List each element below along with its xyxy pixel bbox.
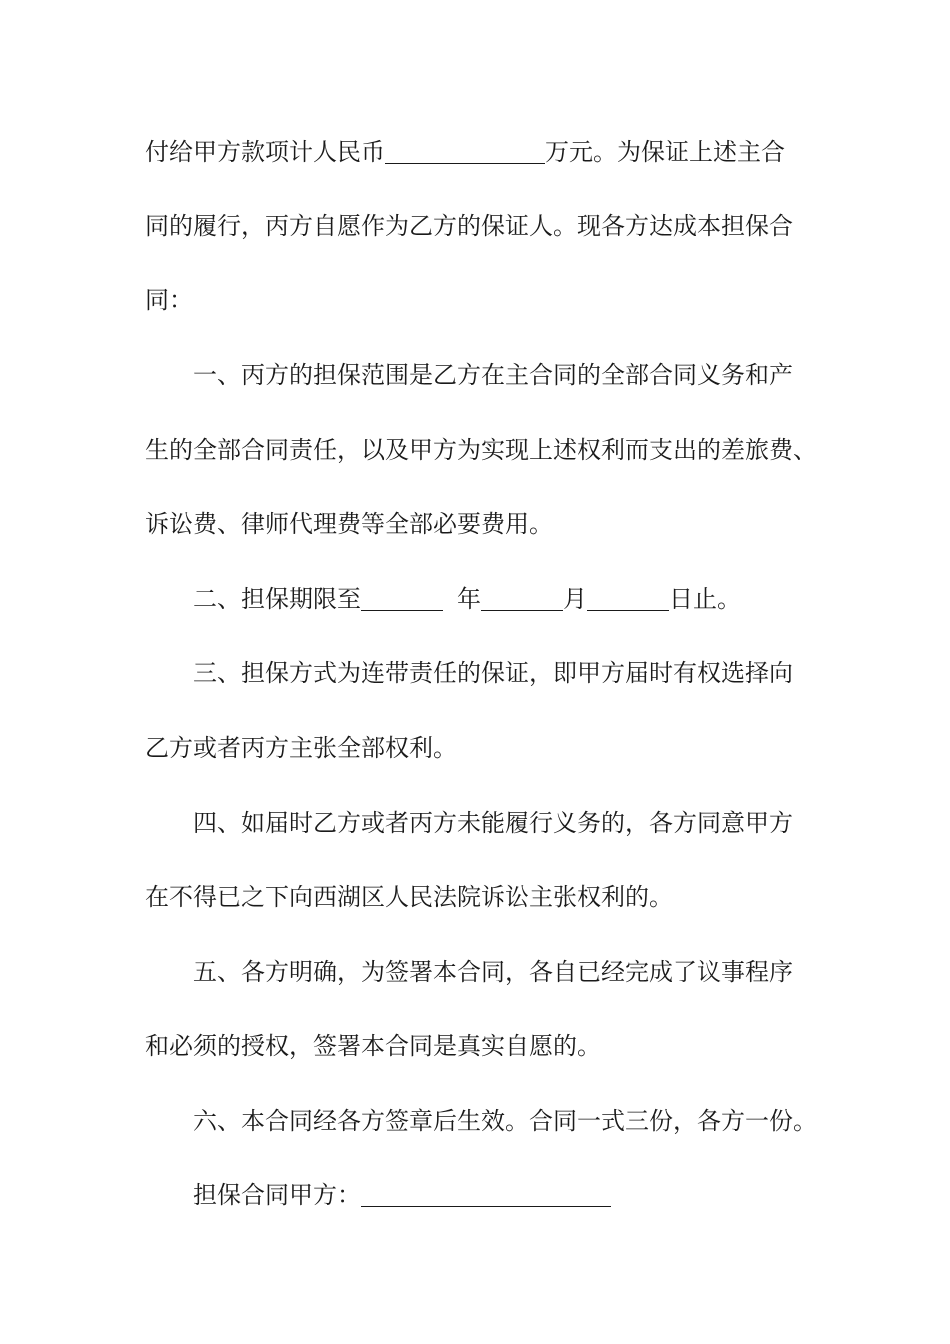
signature-blank <box>361 1180 611 1207</box>
paragraph-line: 同： <box>145 286 193 314</box>
text-segment: 担保合同甲方： <box>193 1181 361 1209</box>
clause-1-line: 一、丙方的担保范围是乙方在主合同的全部合同义务和产 <box>193 361 793 389</box>
text-segment: 月 <box>563 585 587 613</box>
text-segment: 日止。 <box>669 585 741 613</box>
clause-2-line <box>193 579 815 619</box>
signature-party-a-line <box>193 1175 815 1215</box>
paragraph-line: 同的履行，丙方自愿作为乙方的保证人。现各方达成本担保合 <box>145 212 793 240</box>
text-segment: 年 <box>457 585 481 613</box>
clause-4-line: 四、如届时乙方或者丙方未能履行义务的，各方同意甲方 <box>193 809 793 837</box>
clause-3-line: 三、担保方式为连带责任的保证，即甲方届时有权选择向 <box>193 659 793 687</box>
paragraph-line: 生的全部合同责任，以及甲方为实现上述权利而支出的差旅费、 <box>145 436 817 464</box>
paragraph-line: 诉讼费、律师代理费等全部必要费用。 <box>145 510 553 538</box>
text-segment: 万元。为保证上述主合 <box>545 138 785 166</box>
paragraph-line <box>145 132 815 172</box>
paragraph-line: 乙方或者丙方主张全部权利。 <box>145 734 457 762</box>
paragraph-line: 在不得已之下向西湖区人民法院诉讼主张权利的。 <box>145 883 673 911</box>
fill-blank-month <box>481 584 563 611</box>
clause-5-line: 五、各方明确，为签署本合同，各自已经完成了议事程序 <box>193 958 793 986</box>
text-segment: 付给甲方款项计人民币 <box>145 138 385 166</box>
fill-blank-amount <box>385 137 545 164</box>
paragraph-line: 和必须的授权，签署本合同是真实自愿的。 <box>145 1032 601 1060</box>
text-segment: 二、担保期限至 <box>193 585 361 613</box>
fill-blank-day <box>587 584 669 611</box>
fill-blank-year <box>361 584 443 611</box>
clause-6-line: 六、本合同经各方签章后生效。合同一式三份，各方一份。 <box>193 1107 817 1135</box>
